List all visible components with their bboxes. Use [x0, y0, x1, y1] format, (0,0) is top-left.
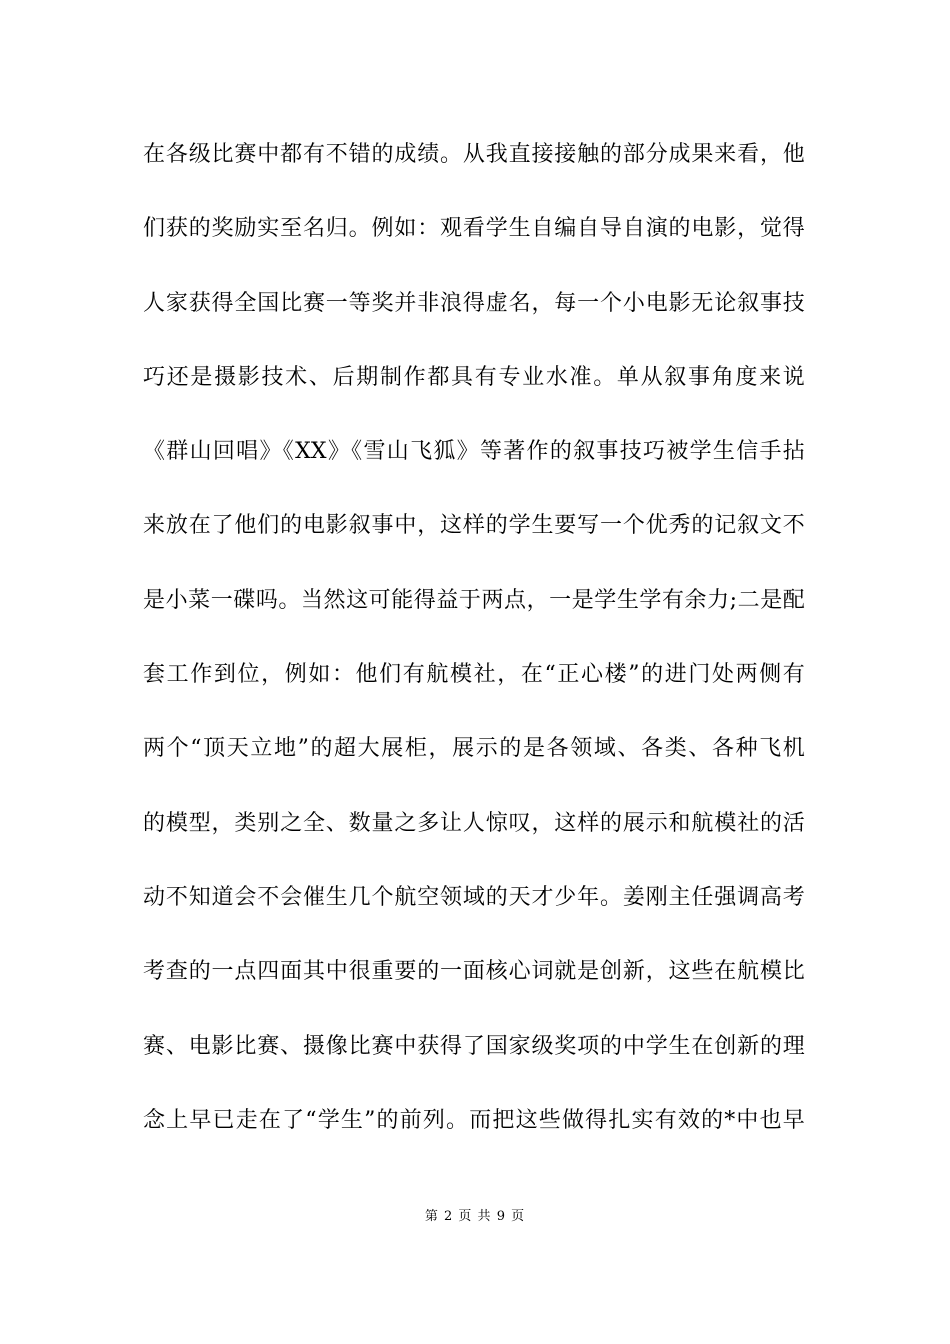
text-line-7: 是小菜一碟吗。当然这可能得益于两点，一是学生学有余力;二是配: [143, 587, 805, 613]
text-line-1: 在各级比赛中都有不错的成绩。从我直接接触的部分成果来看，他: [143, 142, 805, 167]
text-line-4: 巧还是摄影技术、后期制作都具有专业水准。单从叙事角度来说: [143, 364, 805, 390]
text-line-2: 们获的奖励实至名归。例如：观看学生自编自导自演的电影，觉得: [143, 216, 805, 242]
text-line-5: 《群山回唱》《XX》《雪山飞狐》等著作的叙事技巧被学生信手拈: [143, 439, 805, 465]
text-line-6: 来放在了他们的电影叙事中，这样的学生要写一个优秀的记叙文不: [143, 513, 805, 539]
text-line-14: 念上早已走在了“学生”的前列。而把这些做得扎实有效的*中也早: [143, 1107, 805, 1133]
page-number-footer: 第 2 页 共 9 页: [424, 1209, 526, 1224]
text-line-8: 套工作到位，例如：他们有航模社，在“正心楼”的进门处两侧有: [143, 662, 805, 688]
body-text: [143, 130, 805, 1170]
text-line-10: 的模型，类别之全、数量之多让人惊叹，这样的展示和航模社的活: [143, 810, 805, 836]
text-line-13: 赛、电影比赛、摄像比赛中获得了国家级奖项的中学生在创新的理: [143, 1033, 805, 1059]
text-line-11: 动不知道会不会催生几个航空领域的天才少年。姜刚主任强调高考: [143, 884, 805, 910]
text-line-12: 考查的一点四面其中很重要的一面核心词就是创新，这些在航模比: [143, 959, 805, 985]
text-line-9: 两个“顶天立地”的超大展柜，展示的是各领域、各类、各种飞机: [143, 736, 805, 762]
text-line-3: 人家获得全国比赛一等奖并非浪得虚名，每一个小电影无论叙事技: [143, 290, 805, 316]
